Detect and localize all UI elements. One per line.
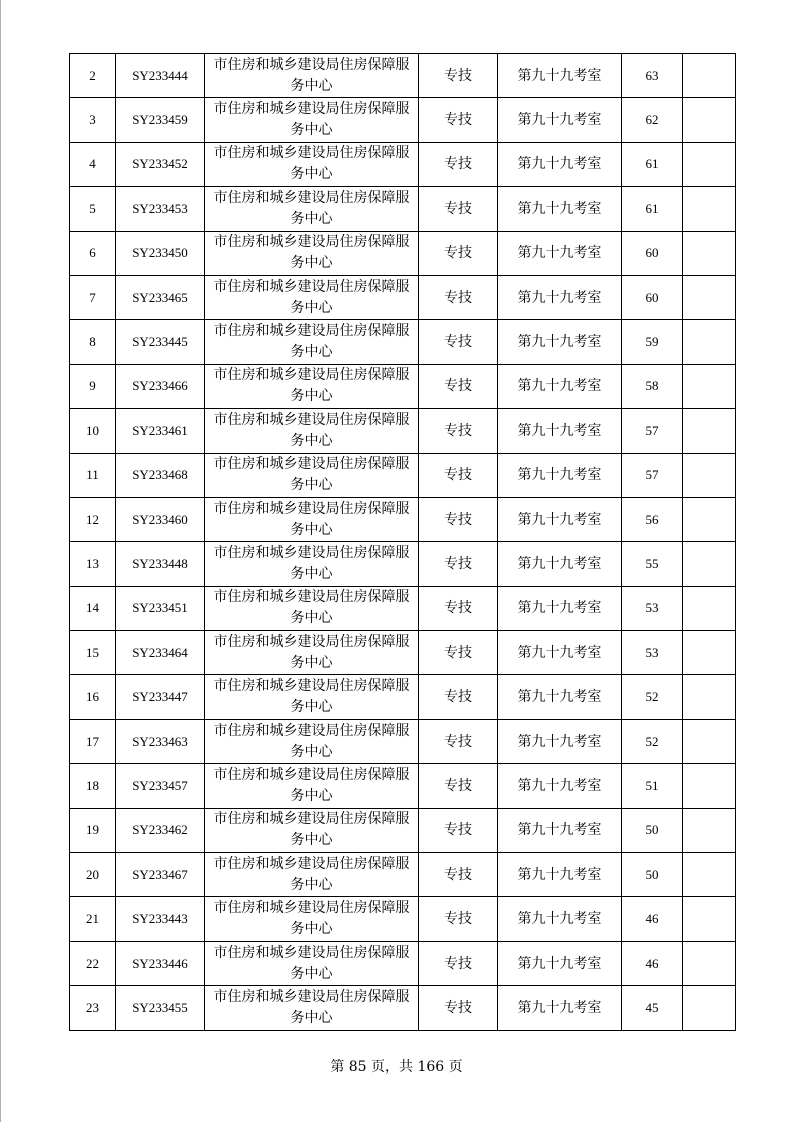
candidate-id-cell: SY233455 [116, 986, 205, 1030]
exam-room-cell: 第九十九考室 [498, 986, 622, 1030]
exam-room-cell: 第九十九考室 [498, 631, 622, 675]
candidate-id-cell: SY233463 [116, 719, 205, 763]
exam-room-cell: 第九十九考室 [498, 98, 622, 142]
candidate-id-cell: SY233466 [116, 364, 205, 408]
position-category-cell: 专技 [419, 231, 498, 275]
employer-unit-cell: 市住房和城乡建设局住房保障服务中心 [205, 231, 419, 275]
exam-room-cell: 第九十九考室 [498, 853, 622, 897]
exam-room-cell: 第九十九考室 [498, 142, 622, 186]
candidate-id-cell: SY233445 [116, 320, 205, 364]
employer-unit-cell: 市住房和城乡建设局住房保障服务中心 [205, 897, 419, 941]
table-row [70, 54, 736, 98]
employer-unit-cell: 市住房和城乡建设局住房保障服务中心 [205, 275, 419, 319]
table-row [70, 719, 736, 763]
exam-room-cell: 第九十九考室 [498, 409, 622, 453]
position-category-cell: 专技 [419, 542, 498, 586]
candidate-id-cell: SY233461 [116, 409, 205, 453]
row-number-cell: 8 [70, 320, 116, 364]
row-number-cell: 6 [70, 231, 116, 275]
employer-unit-cell: 市住房和城乡建设局住房保障服务中心 [205, 764, 419, 808]
remark-cell [683, 897, 736, 941]
row-number-cell: 20 [70, 853, 116, 897]
exam-room-cell: 第九十九考室 [498, 320, 622, 364]
table-row [70, 187, 736, 231]
candidate-id-cell: SY233462 [116, 808, 205, 852]
score-cell: 60 [622, 275, 683, 319]
remark-cell [683, 631, 736, 675]
position-category-cell: 专技 [419, 409, 498, 453]
page-footer: 第 85 页，共 166 页 [330, 1059, 463, 1075]
row-number-cell: 9 [70, 364, 116, 408]
row-number-cell: 17 [70, 719, 116, 763]
score-cell: 62 [622, 98, 683, 142]
remark-cell [683, 364, 736, 408]
position-category-cell: 专技 [419, 853, 498, 897]
remark-cell [683, 54, 736, 98]
score-cell: 61 [622, 187, 683, 231]
score-cell: 60 [622, 231, 683, 275]
score-cell: 50 [622, 853, 683, 897]
score-cell: 59 [622, 320, 683, 364]
position-category-cell: 专技 [419, 364, 498, 408]
exam-room-cell: 第九十九考室 [498, 364, 622, 408]
remark-cell [683, 719, 736, 763]
score-cell: 53 [622, 586, 683, 630]
row-number-cell: 2 [70, 54, 116, 98]
score-cell: 63 [622, 54, 683, 98]
row-number-cell: 23 [70, 986, 116, 1030]
row-number-cell: 12 [70, 497, 116, 541]
row-number-cell: 13 [70, 542, 116, 586]
remark-cell [683, 409, 736, 453]
table-row [70, 764, 736, 808]
remark-cell [683, 142, 736, 186]
exam-room-cell: 第九十九考室 [498, 231, 622, 275]
remark-cell [683, 808, 736, 852]
table-row [70, 409, 736, 453]
candidate-id-cell: SY233448 [116, 542, 205, 586]
remark-cell [683, 231, 736, 275]
score-cell: 46 [622, 897, 683, 941]
position-category-cell: 专技 [419, 986, 498, 1030]
score-cell: 61 [622, 142, 683, 186]
candidate-id-cell: SY233457 [116, 764, 205, 808]
row-number-cell: 15 [70, 631, 116, 675]
candidate-id-cell: SY233452 [116, 142, 205, 186]
employer-unit-cell: 市住房和城乡建设局住房保障服务中心 [205, 54, 419, 98]
remark-cell [683, 320, 736, 364]
position-category-cell: 专技 [419, 719, 498, 763]
row-number-cell: 14 [70, 586, 116, 630]
employer-unit-cell: 市住房和城乡建设局住房保障服务中心 [205, 586, 419, 630]
row-number-cell: 5 [70, 187, 116, 231]
exam-room-cell: 第九十九考室 [498, 54, 622, 98]
score-cell: 58 [622, 364, 683, 408]
exam-room-cell: 第九十九考室 [498, 941, 622, 985]
position-category-cell: 专技 [419, 98, 498, 142]
exam-room-cell: 第九十九考室 [498, 675, 622, 719]
row-number-cell: 10 [70, 409, 116, 453]
table-row [70, 142, 736, 186]
remark-cell [683, 764, 736, 808]
row-number-cell: 3 [70, 98, 116, 142]
position-category-cell: 专技 [419, 320, 498, 364]
position-category-cell: 专技 [419, 631, 498, 675]
candidate-id-cell: SY233453 [116, 187, 205, 231]
remark-cell [683, 941, 736, 985]
score-cell: 56 [622, 497, 683, 541]
exam-room-cell: 第九十九考室 [498, 808, 622, 852]
remark-cell [683, 497, 736, 541]
position-category-cell: 专技 [419, 808, 498, 852]
candidate-id-cell: SY233446 [116, 941, 205, 985]
score-cell: 53 [622, 631, 683, 675]
exam-room-cell: 第九十九考室 [498, 497, 622, 541]
row-number-cell: 18 [70, 764, 116, 808]
exam-room-cell: 第九十九考室 [498, 719, 622, 763]
employer-unit-cell: 市住房和城乡建设局住房保障服务中心 [205, 719, 419, 763]
remark-cell [683, 275, 736, 319]
position-category-cell: 专技 [419, 675, 498, 719]
employer-unit-cell: 市住房和城乡建设局住房保障服务中心 [205, 142, 419, 186]
position-category-cell: 专技 [419, 764, 498, 808]
candidate-id-cell: SY233444 [116, 54, 205, 98]
table-row [70, 808, 736, 852]
table-row [70, 986, 736, 1030]
employer-unit-cell: 市住房和城乡建设局住房保障服务中心 [205, 453, 419, 497]
candidate-id-cell: SY233451 [116, 586, 205, 630]
row-number-cell: 16 [70, 675, 116, 719]
row-number-cell: 21 [70, 897, 116, 941]
score-cell: 46 [622, 941, 683, 985]
table-row [70, 631, 736, 675]
position-category-cell: 专技 [419, 275, 498, 319]
candidate-id-cell: SY233465 [116, 275, 205, 319]
position-category-cell: 专技 [419, 897, 498, 941]
exam-room-cell: 第九十九考室 [498, 187, 622, 231]
row-number-cell: 11 [70, 453, 116, 497]
employer-unit-cell: 市住房和城乡建设局住房保障服务中心 [205, 320, 419, 364]
table-row [70, 542, 736, 586]
employer-unit-cell: 市住房和城乡建设局住房保障服务中心 [205, 675, 419, 719]
score-cell: 52 [622, 719, 683, 763]
candidate-id-cell: SY233450 [116, 231, 205, 275]
table-row [70, 497, 736, 541]
table-row [70, 453, 736, 497]
table-row [70, 675, 736, 719]
position-category-cell: 专技 [419, 54, 498, 98]
candidate-id-cell: SY233443 [116, 897, 205, 941]
candidate-id-cell: SY233467 [116, 853, 205, 897]
score-cell: 50 [622, 808, 683, 852]
remark-cell [683, 853, 736, 897]
employer-unit-cell: 市住房和城乡建设局住房保障服务中心 [205, 98, 419, 142]
remark-cell [683, 986, 736, 1030]
exam-room-cell: 第九十九考室 [498, 897, 622, 941]
score-cell: 57 [622, 453, 683, 497]
employer-unit-cell: 市住房和城乡建设局住房保障服务中心 [205, 542, 419, 586]
score-cell: 45 [622, 986, 683, 1030]
score-cell: 57 [622, 409, 683, 453]
employer-unit-cell: 市住房和城乡建设局住房保障服务中心 [205, 808, 419, 852]
position-category-cell: 专技 [419, 586, 498, 630]
employer-unit-cell: 市住房和城乡建设局住房保障服务中心 [205, 986, 419, 1030]
table-row [70, 98, 736, 142]
row-number-cell: 4 [70, 142, 116, 186]
remark-cell [683, 98, 736, 142]
employer-unit-cell: 市住房和城乡建设局住房保障服务中心 [205, 187, 419, 231]
table-body [70, 54, 736, 1031]
page-edge-line [0, 0, 1, 1122]
candidate-id-cell: SY233460 [116, 497, 205, 541]
table-row [70, 364, 736, 408]
employer-unit-cell: 市住房和城乡建设局住房保障服务中心 [205, 497, 419, 541]
row-number-cell: 19 [70, 808, 116, 852]
remark-cell [683, 586, 736, 630]
score-cell: 51 [622, 764, 683, 808]
table-row [70, 275, 736, 319]
employer-unit-cell: 市住房和城乡建设局住房保障服务中心 [205, 409, 419, 453]
employer-unit-cell: 市住房和城乡建设局住房保障服务中心 [205, 941, 419, 985]
remark-cell [683, 542, 736, 586]
table-row [70, 320, 736, 364]
score-table [69, 53, 736, 1031]
employer-unit-cell: 市住房和城乡建设局住房保障服务中心 [205, 364, 419, 408]
table-row [70, 897, 736, 941]
table-row [70, 941, 736, 985]
exam-room-cell: 第九十九考室 [498, 542, 622, 586]
row-number-cell: 22 [70, 941, 116, 985]
candidate-id-cell: SY233447 [116, 675, 205, 719]
exam-room-cell: 第九十九考室 [498, 586, 622, 630]
candidate-id-cell: SY233459 [116, 98, 205, 142]
score-cell: 52 [622, 675, 683, 719]
exam-room-cell: 第九十九考室 [498, 764, 622, 808]
position-category-cell: 专技 [419, 497, 498, 541]
table-row [70, 586, 736, 630]
remark-cell [683, 675, 736, 719]
candidate-id-cell: SY233468 [116, 453, 205, 497]
row-number-cell: 7 [70, 275, 116, 319]
position-category-cell: 专技 [419, 187, 498, 231]
employer-unit-cell: 市住房和城乡建设局住房保障服务中心 [205, 853, 419, 897]
score-cell: 55 [622, 542, 683, 586]
remark-cell [683, 453, 736, 497]
exam-room-cell: 第九十九考室 [498, 275, 622, 319]
table-row [70, 853, 736, 897]
remark-cell [683, 187, 736, 231]
employer-unit-cell: 市住房和城乡建设局住房保障服务中心 [205, 631, 419, 675]
position-category-cell: 专技 [419, 142, 498, 186]
exam-room-cell: 第九十九考室 [498, 453, 622, 497]
position-category-cell: 专技 [419, 941, 498, 985]
candidate-id-cell: SY233464 [116, 631, 205, 675]
position-category-cell: 专技 [419, 453, 498, 497]
table-row [70, 231, 736, 275]
